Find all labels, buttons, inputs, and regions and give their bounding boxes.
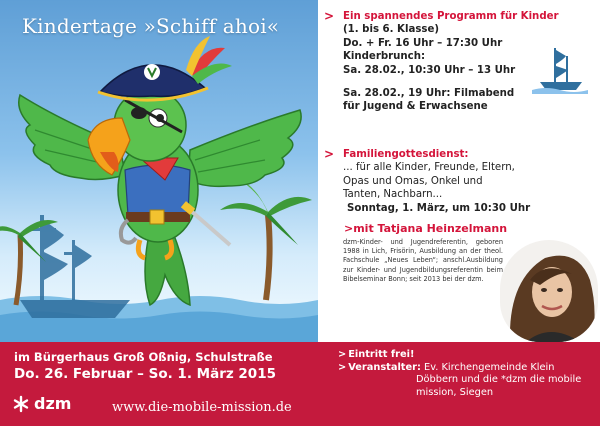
chevron-right-icon: > [324, 9, 335, 23]
organizer-line: Döbbern und die *dzm die mobile [416, 374, 582, 386]
chevron-right-icon: > [344, 222, 354, 235]
event-dates: Do. 26. Februar – So. 1. März 2015 [14, 366, 276, 382]
service-section [324, 148, 594, 215]
film-line: Sa. 28.02., 19 Uhr: Filmabend [343, 88, 515, 100]
event-venue: im Bürgerhaus Groß Oßnig, Schulstraße [14, 350, 273, 364]
service-date: Sonntag, 1. März, um 10:30 Uhr [347, 202, 531, 214]
parrot-pirate-illustration [0, 0, 318, 342]
service-line: Opas und Omas, Onkel und [343, 175, 483, 187]
organizer-label: Veranstalter: [348, 361, 421, 373]
program-line: Do. + Fr. 16 Uhr – 17:30 Uhr [343, 37, 503, 49]
speaker-heading [344, 222, 594, 236]
poster-illustration [0, 0, 318, 342]
website-link[interactable]: www.die-mobile-mission.de [112, 400, 292, 415]
asterisk-icon [12, 395, 30, 413]
film-line: für Jugend & Erwachsene [343, 101, 488, 113]
ship-icon [532, 44, 588, 94]
service-heading: Familiengottesdienst: [343, 149, 469, 160]
organizer-line: Ev. Kirchengemeinde Klein [424, 361, 555, 373]
logo-text: dzm [34, 394, 72, 413]
program-heading: Ein spannendes Programm für Kinder [343, 11, 559, 22]
speaker-photo [500, 240, 598, 342]
service-line: Tanten, Nachbarn... [343, 189, 443, 201]
footer-bar [0, 342, 600, 426]
program-line: (1. bis 6. Klasse) [343, 24, 440, 36]
chevron-right-icon: > [338, 361, 347, 373]
program-line: Kinderbrunch: [343, 51, 426, 63]
organizer-line: mission, Siegen [416, 386, 494, 398]
chevron-right-icon: > [324, 147, 335, 161]
program-line: Sa. 28.02., 10:30 Uhr – 13 Uhr [343, 64, 516, 76]
service-line: ... für alle Kinder, Freunde, Eltern, [343, 162, 515, 174]
dzm-logo [12, 394, 71, 413]
speaker-name: mit Tatjana Heinzelmann [353, 222, 508, 235]
chevron-right-icon: > [338, 349, 347, 360]
poster-title: Kindertage »Schiff ahoi« [22, 14, 280, 38]
admission-text: Eintritt frei! [348, 349, 415, 360]
event-info [338, 349, 596, 399]
speaker-bio: dzm-Kinder- und Jugendreferentin, geboren 1988 in Lich, Frisörin, Ausbildung an der theol. Fachschule „Neues Leben“; anschl.Ausbildung zur Kinder- und Jugendbildungsreferentin beim Bibelseminar Bonn; seit 2013 bei der dzm. [343, 238, 503, 283]
portrait-image [500, 240, 598, 342]
